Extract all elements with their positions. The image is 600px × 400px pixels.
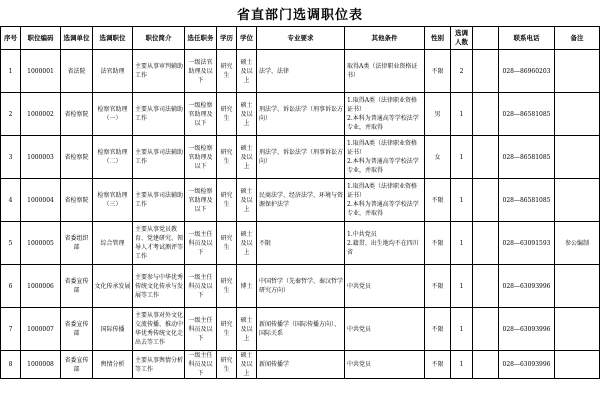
cell-phone: 028—86581085 xyxy=(499,93,555,136)
cell-unit: 省委宣传部 xyxy=(61,351,93,379)
cell-education: 研究生 xyxy=(217,136,237,179)
cell-conditions: 中共党员 xyxy=(345,308,425,351)
cell-phone: 028—63093996 xyxy=(499,351,555,379)
table-row xyxy=(1,308,600,351)
cell-degree: 硕士及以上 xyxy=(237,136,257,179)
cell-no: 3 xyxy=(1,136,21,179)
cell-degree: 硕士及以上 xyxy=(237,222,257,265)
cell-unit: 省检察院 xyxy=(61,179,93,222)
cell-conditions: 中共党员 xyxy=(345,351,425,379)
cell-degree: 硕士及以上 xyxy=(237,50,257,93)
cell-code: 1000008 xyxy=(21,351,61,379)
cell-education: 研究生 xyxy=(217,308,237,351)
cell-major: 新闻传播学（国际传播方向）、国际关系 xyxy=(257,308,345,351)
table-row xyxy=(1,50,600,93)
cell-unit: 省检察院 xyxy=(61,93,93,136)
cell-gender: 不限 xyxy=(425,265,451,308)
cell-count: 1 xyxy=(451,265,473,308)
col-header-conditions: 其他条件 xyxy=(345,27,425,50)
cell-code: 1000005 xyxy=(21,222,61,265)
cell-no: 1 xyxy=(1,50,21,93)
col-header-degree: 学位 xyxy=(237,27,257,50)
col-header-rank: 选任职务 xyxy=(185,27,217,50)
cell-conditions: 取得A类（法律职业资格证书） xyxy=(345,50,425,93)
cell-code: 1000001 xyxy=(21,50,61,93)
cell-code: 1000004 xyxy=(21,179,61,222)
cell-intro: 主要从事司法辅助工作 xyxy=(133,136,185,179)
cell-gender: 男 xyxy=(425,93,451,136)
cell-code: 1000003 xyxy=(21,136,61,179)
col-header-gender: 性别 xyxy=(425,27,451,50)
cell-major: 新闻传播学 xyxy=(257,351,345,379)
col-header-major: 专业要求 xyxy=(257,27,345,50)
cell-rank: 一级检察官助理及以下 xyxy=(185,93,217,136)
cell-count: 1 xyxy=(451,136,473,179)
col-header-code: 职位编码 xyxy=(21,27,61,50)
cell-gender: 不限 xyxy=(425,179,451,222)
cell-spacer xyxy=(473,93,499,136)
cell-position: 国际传播 xyxy=(93,308,133,351)
cell-position: 文化传承发展 xyxy=(93,265,133,308)
cell-position: 检察官助理（三） xyxy=(93,179,133,222)
cell-rank: 一级法官助理及以下 xyxy=(185,50,217,93)
cell-degree: 硕士及以上 xyxy=(237,308,257,351)
cell-degree: 硕士及以上 xyxy=(237,351,257,379)
cell-education: 研究生 xyxy=(217,351,237,379)
cell-spacer xyxy=(473,308,499,351)
cell-spacer xyxy=(473,222,499,265)
col-header-note: 备注 xyxy=(555,27,600,50)
cell-phone: 028—63093996 xyxy=(499,265,555,308)
cell-conditions: 1.取得A类（法律职业资格证书） 2.本科为普通高等学校法学专业，并取得 xyxy=(345,179,425,222)
cell-gender: 不限 xyxy=(425,50,451,93)
cell-no: 7 xyxy=(1,308,21,351)
cell-position: 舆情分析 xyxy=(93,351,133,379)
col-header-phone-spacer xyxy=(473,27,499,50)
cell-unit: 省委宣传部 xyxy=(61,308,93,351)
cell-gender: 不限 xyxy=(425,308,451,351)
cell-conditions: 1.中共党员 2.籍贯、出生地均不在四川省 xyxy=(345,222,425,265)
cell-count: 1 xyxy=(451,308,473,351)
cell-phone: 028—86581085 xyxy=(499,136,555,179)
table-row xyxy=(1,222,600,265)
cell-count: 2 xyxy=(451,50,473,93)
cell-note xyxy=(555,136,600,179)
cell-conditions: 1.取得A类（法律职业资格证书） 2.本科为普通高等学校法学专业，并取得 xyxy=(345,136,425,179)
table-row xyxy=(1,93,600,136)
cell-no: 2 xyxy=(1,93,21,136)
cell-intro: 主要从事司法辅助工作 xyxy=(133,93,185,136)
cell-conditions: 1.取得A类（法律职业资格证书） 2.本科为普通高等学校法学专业，并取得 xyxy=(345,93,425,136)
cell-count: 1 xyxy=(451,351,473,379)
cell-spacer xyxy=(473,179,499,222)
col-header-unit: 选调单位 xyxy=(61,27,93,50)
cell-code: 1000007 xyxy=(21,308,61,351)
cell-note xyxy=(555,179,600,222)
cell-degree: 博士 xyxy=(237,265,257,308)
cell-note: 参公编制 xyxy=(555,222,600,265)
col-header-count: 选调人数 xyxy=(451,27,473,50)
cell-spacer xyxy=(473,50,499,93)
cell-phone: 028—86960203 xyxy=(499,50,555,93)
cell-spacer xyxy=(473,136,499,179)
table-body xyxy=(1,50,600,379)
table-row xyxy=(1,179,600,222)
cell-major: 刑法学、诉讼法学（刑事诉讼方向） xyxy=(257,93,345,136)
positions-table xyxy=(0,26,600,379)
cell-no: 6 xyxy=(1,265,21,308)
cell-major: 刑法学、诉讼法学（刑事诉讼方向） xyxy=(257,136,345,179)
cell-note xyxy=(555,351,600,379)
cell-no: 4 xyxy=(1,179,21,222)
cell-conditions: 中共党员 xyxy=(345,265,425,308)
col-header-no: 序号 xyxy=(1,27,21,50)
cell-unit: 省委宣传部 xyxy=(61,265,93,308)
cell-major: 法学、法律 xyxy=(257,50,345,93)
cell-note xyxy=(555,308,600,351)
cell-major: 不限 xyxy=(257,222,345,265)
cell-intro: 主要从事舆情分析等工作 xyxy=(133,351,185,379)
cell-education: 研究生 xyxy=(217,50,237,93)
cell-intro: 主要从事党员教育、党建研究、领导人才考试测评等工作 xyxy=(133,222,185,265)
cell-spacer xyxy=(473,265,499,308)
cell-unit: 省委组织部 xyxy=(61,222,93,265)
cell-rank: 一级主任科员及以下 xyxy=(185,265,217,308)
cell-position: 检察官助理（二） xyxy=(93,136,133,179)
cell-gender: 女 xyxy=(425,136,451,179)
col-header-phone: 联系电话 xyxy=(499,27,555,50)
cell-unit: 省检察院 xyxy=(61,136,93,179)
cell-phone: 028—86581085 xyxy=(499,179,555,222)
cell-rank: 一级检察官助理及以下 xyxy=(185,136,217,179)
cell-note xyxy=(555,93,600,136)
cell-count: 1 xyxy=(451,222,473,265)
cell-no: 8 xyxy=(1,351,21,379)
cell-rank: 一级主任科员及以下 xyxy=(185,351,217,379)
col-header-position: 选调职位 xyxy=(93,27,133,50)
cell-code: 1000002 xyxy=(21,93,61,136)
cell-gender: 不限 xyxy=(425,351,451,379)
table-row xyxy=(1,265,600,308)
cell-position: 法官助理 xyxy=(93,50,133,93)
page-title: 省直部门选调职位表 xyxy=(236,8,363,23)
col-header-intro: 职位简介 xyxy=(133,27,185,50)
cell-spacer xyxy=(473,351,499,379)
cell-degree: 硕士及以上 xyxy=(237,179,257,222)
cell-education: 研究生 xyxy=(217,222,237,265)
cell-major: 民商法学、经济法学、环境与资源保护法学 xyxy=(257,179,345,222)
cell-unit: 省法院 xyxy=(61,50,93,93)
cell-note xyxy=(555,265,600,308)
cell-position: 综合管理 xyxy=(93,222,133,265)
cell-education: 研究生 xyxy=(217,265,237,308)
col-header-education: 学历 xyxy=(217,27,237,50)
cell-intro: 主要从事审判辅助工作 xyxy=(133,50,185,93)
cell-phone: 028—63091593 xyxy=(499,222,555,265)
cell-rank: 一级检察官助理及以下 xyxy=(185,179,217,222)
cell-count: 1 xyxy=(451,179,473,222)
cell-no: 5 xyxy=(1,222,21,265)
cell-gender: 不限 xyxy=(425,222,451,265)
cell-note xyxy=(555,50,600,93)
cell-position: 检察官助理（一） xyxy=(93,93,133,136)
cell-education: 研究生 xyxy=(217,93,237,136)
cell-intro: 主要从事司法辅助工作 xyxy=(133,179,185,222)
cell-phone: 028—63093996 xyxy=(499,308,555,351)
cell-intro: 主要参与中华优秀传统文化传承与发展等工作 xyxy=(133,265,185,308)
table-header-row xyxy=(1,27,600,50)
table-row xyxy=(1,136,600,179)
cell-code: 1000006 xyxy=(21,265,61,308)
cell-rank: 一级主任科员及以下 xyxy=(185,308,217,351)
cell-count: 1 xyxy=(451,93,473,136)
cell-intro: 主要从事对外文化交流传播、推动中华优秀传统文化走出去等工作 xyxy=(133,308,185,351)
cell-degree: 硕士及以上 xyxy=(237,93,257,136)
table-row xyxy=(1,351,600,379)
cell-rank: 一级主任科员及以下 xyxy=(185,222,217,265)
cell-education: 研究生 xyxy=(217,179,237,222)
cell-major: 中国哲学（先秦哲学、秦汉哲学研究方向） xyxy=(257,265,345,308)
